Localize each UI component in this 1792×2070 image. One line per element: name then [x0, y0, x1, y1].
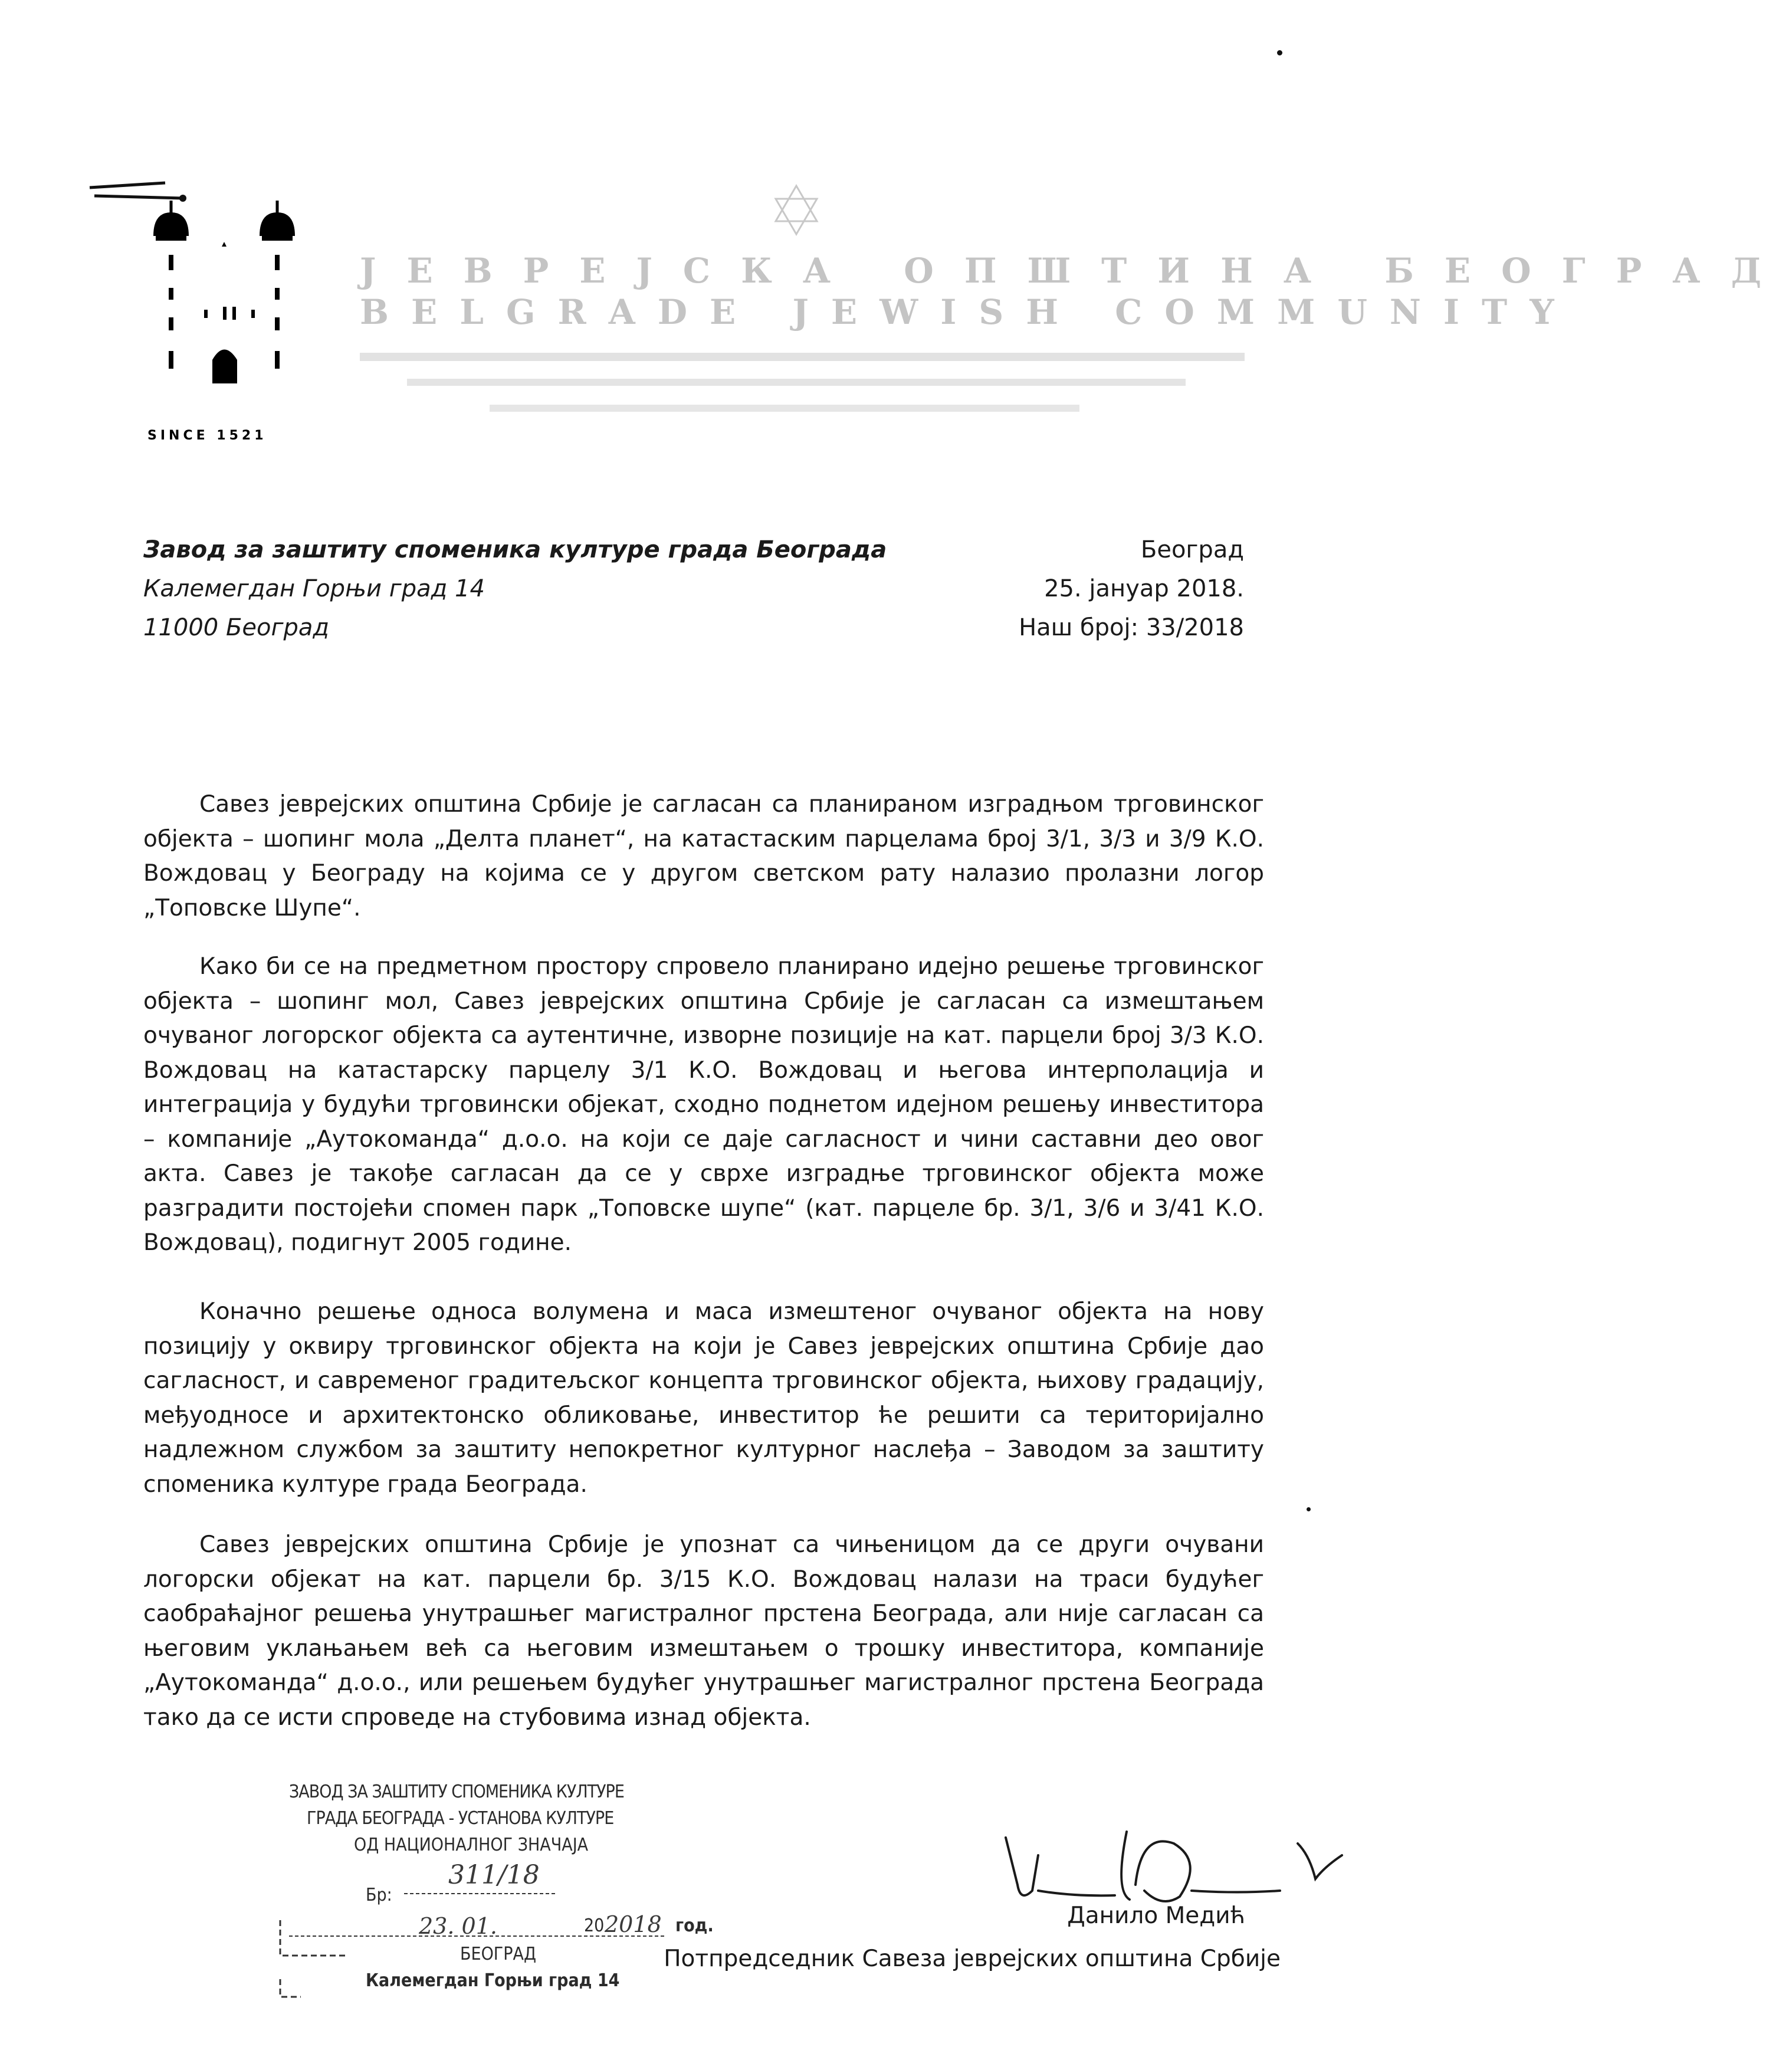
stamp-underline [404, 1891, 557, 1897]
stamp-line-1: ЗАВОД ЗА ЗАШТИТУ СПОМЕНИКА КУЛТУРЕ [289, 1782, 624, 1802]
letter-reference-number: Наш број: 33/2018 [1019, 614, 1244, 641]
letter-date: 25. јануар 2018. [1044, 575, 1244, 602]
page-mark [1307, 1507, 1311, 1511]
stamp-address: Калемегдан Горњи град 14 [366, 1970, 620, 1991]
body-paragraph: Како би се на предметном простору спровело планирано идејно решење трговинског објекта – шопинг мол, Савез јеврејских општина Србије је сагласан са измештањем очуваног логорског објекта са аутентичне, изворне позиције на кат. парцели број 3/3 К.О. Вождовац на катастарску парцелу 3/1 К.О. Вождовац и његова интерполација и интеграција у будући трговински објекат, сходно поднетом идејном решењу инвеститора – компаније „Аутокоманда“ д.о.о. на који се даје сагласност и чини саставни део овог акта. Савез је такође сагласан да се у сврхе изградње трговинског објекта може разградити постојећи спомен парк „Топовске шупе“ (кат. парцеле бр. 3/1, 3/6 и 3/41 К.О. Вождовац), подигнут 2005 године. [143, 953, 1264, 1256]
signer-name: Данило Медић [1067, 1902, 1245, 1929]
stamp-number-handwritten: 311/18 [448, 1860, 540, 1890]
letterhead-address-faded [360, 348, 1245, 425]
recipient-street: Калемегдан Горњи град 14 [143, 575, 485, 602]
recipient-title: Завод за заштиту споменика културе града Београда [143, 536, 887, 563]
stamp-line-3: ОД НАЦИОНАЛНОГ ЗНАЧАЈА [354, 1835, 589, 1855]
letterhead-name-en: BELGRADE JEWISH COMMUNITY [360, 292, 1577, 332]
stamp-number-label: Бр: [366, 1885, 392, 1905]
letterhead-name-sr: ЈЕВРЕЈСКА ОПШТИНА БЕОГРАД [360, 251, 1792, 291]
body-paragraph: Савез јеврејских општина Србије је сагласан са планираном изградњом трговинског објекта – шопинг мола „Делта планет“, на катастаским парцелама број 3/1, 3/3 и 3/9 К.О. Вождовац у Београду на којима се у другом светском рату налазио пролазни логор „Топовске Шупе“. [143, 791, 1264, 921]
stamp-year-prefix: 20 [584, 1915, 605, 1936]
registry-stamp [277, 1779, 726, 2003]
stamp-year-suffix: год. [675, 1915, 714, 1936]
stamp-year-handwritten: 2018 [605, 1911, 662, 1937]
body-paragraph: Коначно решење односа волумена и маса измештеног очуваног објекта на нову позицију у оквиру трговинског објекта на који је Савез јеврејских општина Србије дао сагласност, и савременог градитељског концепта трговинског објекта, њихову градацију, међуодносе и архитектонско обликовање, инвеститор ће решити са територијално надлежном службом за заштиту непокретног културног наслеђа – Заводом за заштиту споменика културе града Београда. [143, 1298, 1264, 1498]
recipient-city: 11000 Београд [143, 614, 330, 641]
signer-role: Потпредседник Савеза јеврејских општина Србије [664, 1946, 1281, 1972]
stamp-line-2: ГРАДА БЕОГРАДА - УСТАНОВА КУЛТУРЕ [307, 1808, 614, 1829]
community-logo [136, 189, 330, 448]
stamp-date-handwritten: 23. 01. [419, 1913, 497, 1939]
logo-since-text: SINCE 1521 [147, 428, 267, 443]
stamp-frame-corner [277, 1920, 360, 2003]
letter-city: Београд [1140, 536, 1244, 563]
star-of-david-icon [770, 180, 823, 245]
body-paragraph: Савез јеврејских општина Србије је упознат са чињеницом да се други очувани логорски објекат на кат. парцели бр. 3/15 К.О. Вождовац налази на траси будућег саобраћајног решења унутрашњег магистралног прстена Београда, али није сагласан са његовим уклањањем већ са његовим измештањем о трошку инвеститора, компаније „Аутокоманда“ д.о.о., или решењем будућег унутрашњег магистралног прстена Београда тако да се исти спроведе на стубовима изнад објекта. [143, 1531, 1264, 1731]
page-mark [1277, 50, 1282, 55]
stamp-city: БЕОГРАД [460, 1944, 537, 1964]
